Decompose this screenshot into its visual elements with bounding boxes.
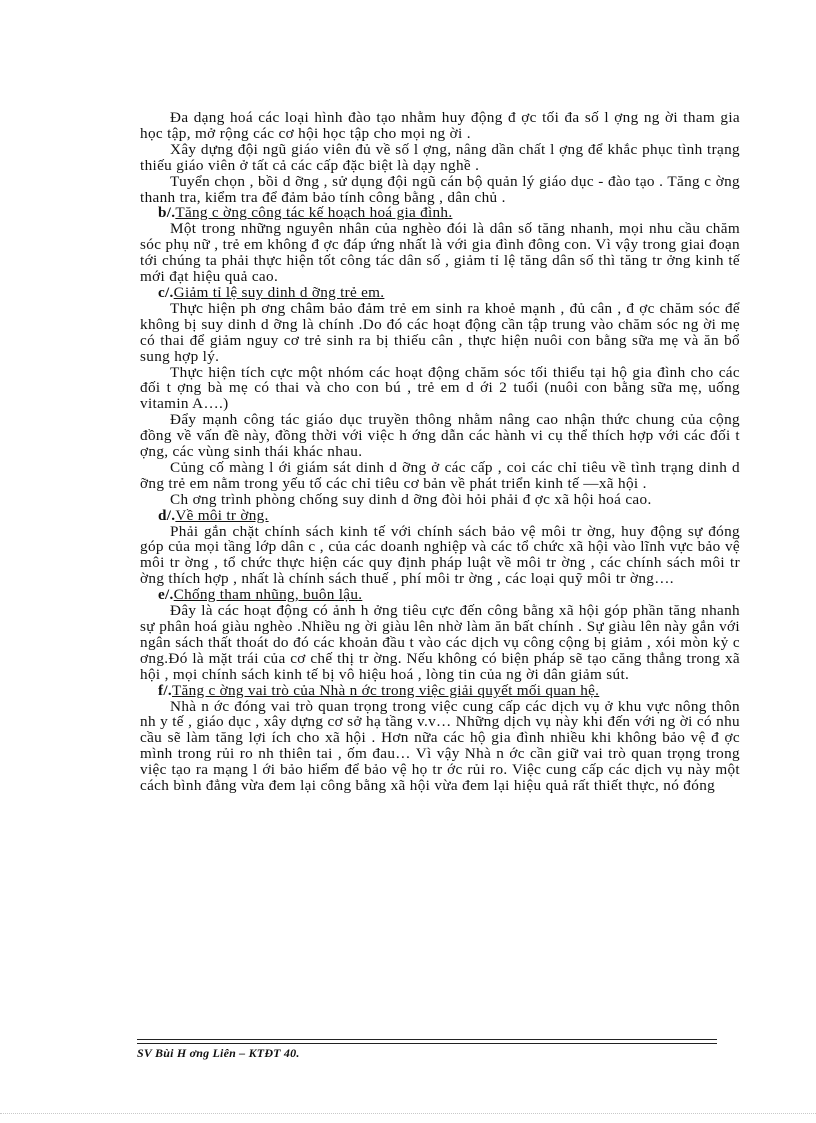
section-heading-e xyxy=(140,587,740,603)
paragraph: Đẩy mạnh công tác giáo dục truyền thông nhằm nâng cao nhận thức chung của cộng đồng về vấn đề này, đồng thời với việc h ớng dẫn các hành vi cụ thể thích hợp với các đối t ợng, các vùng sinh thái khác nhau. xyxy=(140,411,740,461)
paragraph: Thực hiện ph ơng châm bảo đảm trẻ em sinh ra khoẻ mạnh , đủ cân , đ ợc chăm sóc để không bị suy dinh d ỡng là chính .Do đó các hoạt động cần tập trung vào chăm sóc ng ời mẹ có thai để giảm nguy cơ trẻ sinh ra bị thiếu cân , thực hiện nuôi con bằng sữa mẹ và ăn bổ sung hợp lý. xyxy=(140,299,740,365)
section-heading-c xyxy=(140,285,740,301)
paragraph: Tuyển chọn , bồi d ỡng , sử dụng đội ngũ cán bộ quản lý giáo dục - đào tạo . Tăng c ờng thanh tra, kiểm tra để đảm bảo tính công bằng , dân chủ . xyxy=(140,172,740,206)
section-title: Chống tham nhũng, buôn lậu. xyxy=(173,586,363,604)
paragraph: Nhà n ớc đóng vai trò quan trọng trong việc cung cấp các dịch vụ ở khu vực nông thôn nh y tế , giáo dục , xây dựng cơ sở hạ tầng v.v… Những dịch vụ này khi đến với ng ời có nhu cầu sẽ làm tăng lợi ích cho xã hội . Hơn nữa các hộ gia đình nhiều khi không bảo vệ đ ợc mình trong rủi ro nh thiên tai , ốm đau… Vì vậy Nhà n ớc cần giữ vai trò quan trọng trong việc tạo ra mạng l ới bảo hiểm để bảo vệ họ tr ớc rủi ro. Việc cung cấp các dịch vụ này một cách bình đẳng vừa đem lại công bằng xã hội vừa đem lại hiệu quả rất thiết thực, nó đóng xyxy=(140,697,740,795)
section-title: Giảm tỉ lệ suy dinh d ỡng trẻ em. xyxy=(173,283,385,301)
page-edge-dots xyxy=(0,1113,816,1114)
section-heading-f xyxy=(140,683,740,699)
section-label: b/. xyxy=(158,204,176,222)
paragraph: Củng cố màng l ới giám sát dinh d ỡng ở các cấp , coi các chỉ tiêu về tình trạng dinh d ỡng trẻ em nằm trong yếu tố các chỉ tiêu cơ bản về phát triển kinh tế —xã hội . xyxy=(140,458,740,492)
section-heading-b xyxy=(140,205,740,221)
section-label: d/. xyxy=(158,506,176,524)
footer-rule xyxy=(137,1039,717,1040)
section-heading-d xyxy=(140,508,740,524)
paragraph: Thực hiện tích cực một nhóm các hoạt động chăm sóc tối thiểu tại hộ gia đình cho các đối t ợng bà mẹ có thai và cho con bú , trẻ em d ới 2 tuổi (nuôi con bằng sữa mẹ, uống vitamin A….) xyxy=(140,363,740,413)
section-title: Tăng c ờng công tác kế hoạch hoá gia đình. xyxy=(175,204,453,222)
paragraph: Ch ơng trình phòng chống suy dinh d ỡng đòi hỏi phải đ ợc xã hội hoá cao. xyxy=(170,490,652,508)
footer-author: SV Bùi H ơng Liên – KTĐT 40. xyxy=(137,1046,300,1060)
paragraph: Phải gắn chặt chính sách kinh tế với chính sách bảo vệ môi tr ờng, huy động sự đóng góp của mọi tầng lớp dân c , của các doanh nghiệp và các tổ chức xã hội vào lĩnh vực bảo vệ môi tr ờng , tổ chức thực hiện các quy định pháp luật về môi tr ờng , các chính sách môi tr ờng thích hợp , nhất là chính sách thuế , phí môi tr ờng , các loại quỹ môi tr ờng…. xyxy=(140,522,740,588)
paragraph: Xây dựng đội ngũ giáo viên đủ về số l ợng, nâng dần chất l ợng để khắc phục tình trạng thiếu giáo viên ở tất cả các cấp đặc biệt là dạy nghề . xyxy=(140,140,740,174)
paragraph: Đây là các hoạt động có ảnh h ởng tiêu cực đến công bằng xã hội góp phần tăng nhanh sự phân hoá giàu nghèo .Nhiều ng ời giàu lên nhờ làm ăn bất chính . Sự giàu lên này gắn với ngân sách thất thoát do đó các khoản đầu t vào các dịch vụ công cộng bị giảm , xói mòn kỷ c ơng.Đó là mặt trái của cơ chế thị tr ờng. Nếu không có biện pháp sẽ tạo căng thẳng trong xã hội , mọi chính sách kinh tế bị vô hiệu hoá , lòng tin của ng ời dân giảm sút. xyxy=(140,602,740,683)
section-label: c/. xyxy=(158,283,174,301)
section-label: f/. xyxy=(158,681,172,699)
footer-rule xyxy=(137,1043,717,1044)
document-body xyxy=(140,110,740,794)
paragraph: Đa dạng hoá các loại hình đào tạo nhằm huy động đ ợc tối đa số l ợng ng ời tham gia học tập, mở rộng các cơ hội học tập cho mọi ng ời . xyxy=(140,109,740,142)
section-title: Về môi tr ờng. xyxy=(175,506,269,524)
section-title: Tăng c ờng vai trò của Nhà n ớc trong việc giải quyết mối quan hệ. xyxy=(171,681,600,699)
section-label: e/. xyxy=(158,586,174,604)
paragraph: Một trong những nguyên nhân của nghèo đói là dân số tăng nhanh, mọi nhu cầu chăm sóc phụ nữ , trẻ em không đ ợc đáp ứng nhất là với gia đình đông con. Vì vậy trong giai đoạn tới chúng ta phải thực hiện tốt công tác dân số , giảm tỉ lệ tăng dân số thì tăng tr ởng kinh tế mới đạt hiệu quả cao. xyxy=(140,220,740,286)
